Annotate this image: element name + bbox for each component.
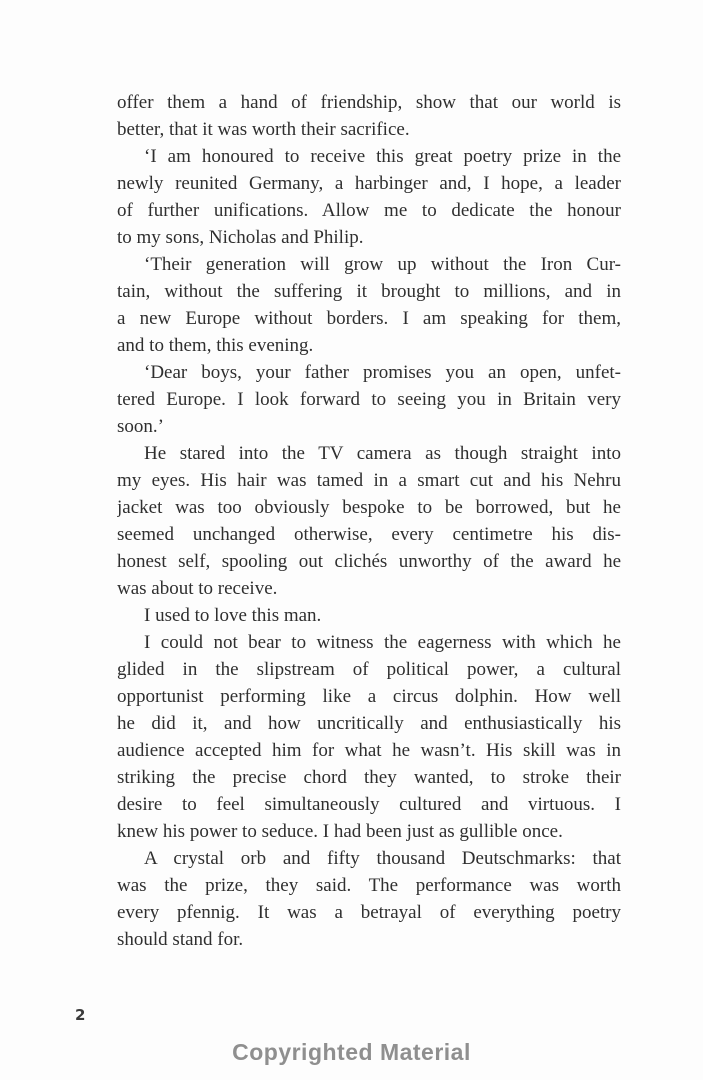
text-line: I used to love this man.	[144, 605, 322, 626]
text-line: He stared into the TV camera as though straight into	[144, 443, 621, 464]
text-line: was about to receive.	[117, 578, 278, 599]
text-line: ‘I am honoured to receive this great poetry prize in the	[144, 146, 621, 167]
page-number: 2	[75, 1006, 86, 1024]
text-line: jacket was too obviously bespoke to be borrowed, but he	[117, 497, 621, 518]
text-line: and to them, this evening.	[117, 335, 314, 356]
text-line: audience accepted him for what he wasn’t. His skill was in	[117, 740, 621, 761]
text-line: every pfennig. It was a betrayal of everything poetry	[117, 902, 621, 923]
text-line: A crystal orb and fifty thousand Deutschmarks: that	[144, 848, 621, 869]
text-line: better, that it was worth their sacrifice.	[117, 119, 410, 140]
text-line: desire to feel simultaneously cultured and virtuous. I	[117, 794, 621, 815]
text-line: a new Europe without borders. I am speaking for them,	[117, 308, 621, 329]
text-line: of further unifications. Allow me to dedicate the honour	[117, 200, 621, 221]
page-text	[117, 89, 621, 953]
text-line: my eyes. His hair was tamed in a smart cut and his Nehru	[117, 470, 621, 491]
text-line: knew his power to seduce. I had been just as gullible once.	[117, 821, 563, 842]
text-line: should stand for.	[117, 929, 244, 950]
text-line: I could not bear to witness the eagerness with which he	[144, 632, 621, 653]
text-line: to my sons, Nicholas and Philip.	[117, 227, 364, 248]
text-line: tain, without the suffering it brought to millions, and in	[117, 281, 621, 302]
text-line: ‘Dear boys, your father promises you an open, unfet-	[144, 362, 621, 383]
text-line: ‘Their generation will grow up without the Iron Cur-	[144, 254, 621, 275]
copyright-watermark: Copyrighted Material	[232, 1039, 471, 1065]
text-line: glided in the slipstream of political power, a cultural	[117, 659, 621, 680]
text-line: offer them a hand of friendship, show that our world is	[117, 92, 621, 113]
text-line: tered Europe. I look forward to seeing you in Britain very	[117, 389, 621, 410]
text-line: newly reunited Germany, a harbinger and, I hope, a leader	[117, 173, 621, 194]
text-line: was the prize, they said. The performance was worth	[117, 875, 621, 896]
text-line: soon.’	[117, 416, 164, 437]
text-line: opportunist performing like a circus dolphin. How well	[117, 686, 621, 707]
text-line: seemed unchanged otherwise, every centimetre his dis-	[117, 524, 621, 545]
text-line: he did it, and how uncritically and enthusiastically his	[117, 713, 621, 734]
text-line: honest self, spooling out clichés unworthy of the award he	[117, 551, 621, 572]
text-line: striking the precise chord they wanted, to stroke their	[117, 767, 621, 788]
